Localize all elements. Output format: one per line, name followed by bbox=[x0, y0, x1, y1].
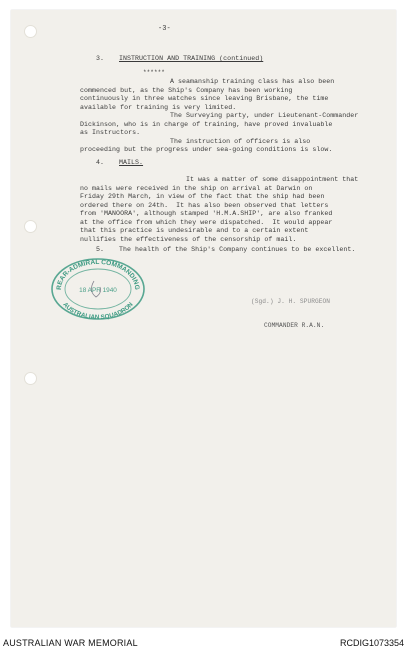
stamp-top-text: REAR-ADMIRAL COMMANDING bbox=[55, 258, 141, 291]
signature-name: (Sgd.) J. H. SPURGEON bbox=[251, 298, 331, 305]
section-5-number: 5. bbox=[96, 246, 105, 253]
stamp-bottom-text: AUSTRALIAN SQUADRON bbox=[61, 301, 135, 321]
section-4-heading: MAILS. bbox=[119, 159, 144, 166]
footer-record-id: RCDIG1073354 bbox=[339, 638, 404, 648]
page-number: -3- bbox=[158, 25, 171, 33]
para-line: as Instructors. bbox=[80, 129, 141, 136]
svg-text:REAR-ADMIRAL COMMANDING bbox=[56, 259, 140, 290]
stamp-date: 18 APR 1940 bbox=[79, 287, 117, 294]
para-line: The instruction of officers is also bbox=[170, 137, 311, 145]
signature-title: COMMANDER R.A.N. bbox=[264, 322, 325, 329]
para-line: proceeding but the progress under sea-going conditions is slow. bbox=[80, 146, 333, 153]
para-line: A seamanship training class has also been bbox=[170, 78, 335, 85]
section-4-number: 4. bbox=[96, 159, 105, 166]
svg-text:AUSTRALIAN SQUADRON bbox=[61, 301, 135, 321]
para-line: from 'MANOORA', although stamped 'H.M.A.SHIP', are also franked bbox=[80, 210, 333, 217]
para-line: available for training is very limited. bbox=[80, 103, 237, 111]
separator: ****** bbox=[143, 69, 165, 76]
punch-hole bbox=[24, 25, 37, 38]
para-line: The Surveying party, under Lieutenant-Commander bbox=[170, 112, 359, 119]
para-line: ordered there on 24th. It has also been observed that letters bbox=[80, 201, 329, 209]
punch-hole bbox=[24, 220, 37, 233]
para-line: that this practice is undesirable and to a certain extent bbox=[80, 227, 309, 234]
section-3-heading: INSTRUCTION AND TRAINING (continued) bbox=[119, 55, 264, 62]
section-5-text: The health of the Ship's Company continues to be excellent. bbox=[119, 246, 356, 253]
para-line: Dickinson, who is in charge of training, have proved invaluable bbox=[80, 120, 333, 128]
footer-archive-name: AUSTRALIAN WAR MEMORIAL bbox=[3, 638, 138, 648]
para-line: It was a matter of some disappointment that bbox=[186, 176, 359, 183]
para-line: continuously in three watches since leaving Brisbane, the time bbox=[80, 95, 329, 102]
section-3-number: 3. bbox=[96, 55, 105, 62]
punch-hole bbox=[24, 372, 37, 385]
para-line: nullifies the effectiveness of the censorship of mail. bbox=[80, 235, 297, 243]
para-line: no mails were received in the ship on arrival at Darwin on bbox=[80, 184, 313, 192]
para-line: commenced but, as the Ship's Company has been working bbox=[80, 86, 293, 94]
rear-admiral-stamp bbox=[50, 257, 146, 321]
para-line: at the office from which they were dispatched. It would appear bbox=[80, 218, 333, 226]
para-line: Friday 29th March, in view of the fact that the ship had been bbox=[80, 193, 325, 200]
